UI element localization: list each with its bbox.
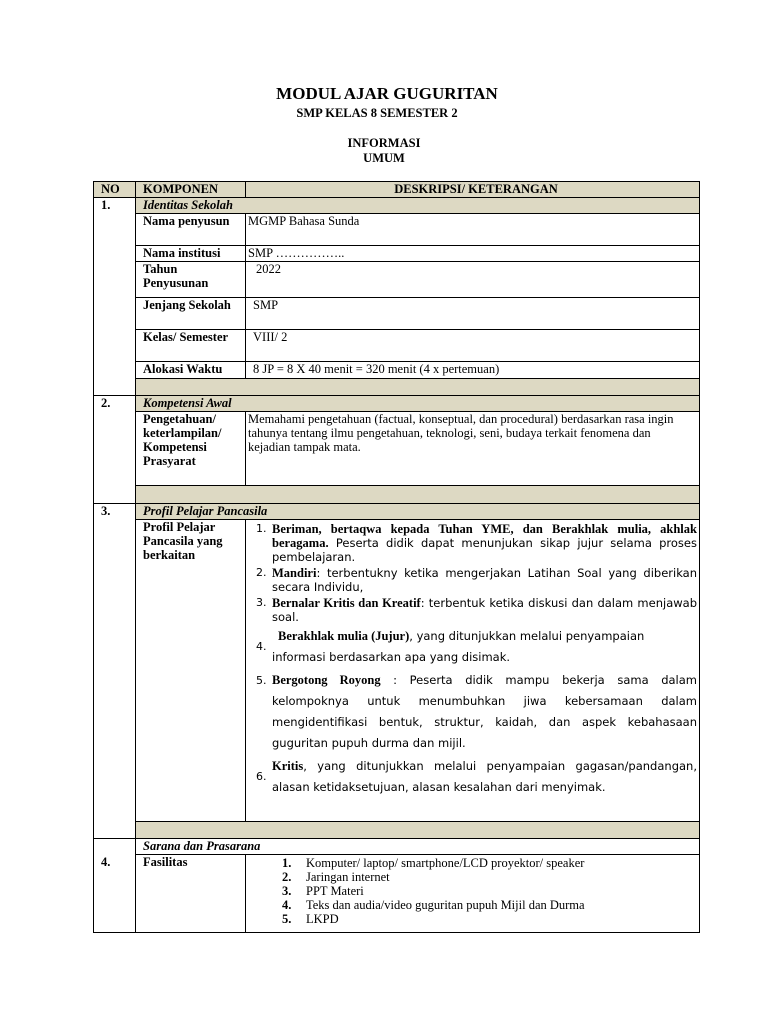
section-number: 1. bbox=[94, 198, 136, 396]
row-value: SMP …………….. bbox=[246, 246, 700, 262]
section-number: 2. bbox=[94, 396, 136, 504]
table-row bbox=[94, 362, 700, 379]
list-item: 2. Jaringan internet bbox=[282, 870, 390, 884]
list-item: 3. Bernalar Kritis dan Kreatif: terbentuk ketika diskusi dan dalam menjawab soal. bbox=[256, 596, 697, 624]
info-table bbox=[93, 181, 700, 933]
row-label: Nama institusi bbox=[136, 246, 246, 262]
table-row bbox=[94, 262, 700, 298]
list-item: 4. Berakhlak mulia (Jujur), yang ditunjukkan melalui penyampaian informasi berdasarkan apa yang disimak. bbox=[256, 629, 645, 664]
section-title: Identitas Sekolah bbox=[136, 198, 700, 214]
fasilitas-list-cell bbox=[246, 855, 700, 933]
row-label: Profil Pelajar Pancasila yang berkaitan bbox=[136, 520, 246, 822]
fasilitas-list bbox=[246, 856, 699, 926]
table-row bbox=[94, 520, 700, 822]
list-item: 5. LKPD bbox=[282, 912, 339, 926]
header-deskripsi: DESKRIPSI/ KETERANGAN bbox=[246, 182, 700, 198]
header-komponen: KOMPONEN bbox=[136, 182, 246, 198]
table-row bbox=[94, 855, 700, 933]
table-header-row bbox=[94, 182, 700, 198]
profil-list-cell bbox=[246, 520, 700, 822]
section-title: Profil Pelajar Pancasila bbox=[136, 504, 700, 520]
row-label: Tahun Penyusunan bbox=[136, 262, 246, 298]
row-value: MGMP Bahasa Sunda bbox=[246, 214, 700, 246]
row-value: Memahami pengetahuan (factual, konseptual, dan procedural) berdasarkan rasa ingin tahunya tentang ilmu pengetahuan, teknologi, seni, budaya terkait fenomena dan kejadian tampak mata. bbox=[246, 412, 700, 486]
profil-list bbox=[246, 522, 699, 798]
row-label: Fasilitas bbox=[136, 855, 246, 933]
row-value: VIII/ 2 bbox=[246, 330, 700, 362]
section-heading-line1: INFORMASI bbox=[347, 136, 421, 150]
table-row bbox=[94, 412, 700, 486]
header-no: NO bbox=[94, 182, 136, 198]
list-item: 5. Bergotong Royong : Peserta didik mampu bekerja sama dalam kelompoknya untuk menumbuhkan jiwa kebersamaan dalam mengidentifikasi bentuk, struktur, kaidah, dan aspek kebahasaan guguritan pupuh durma dan mijil. bbox=[256, 673, 697, 750]
table-row bbox=[94, 298, 700, 330]
spacer-row bbox=[94, 379, 700, 396]
section-row bbox=[94, 198, 700, 214]
row-label: Alokasi Waktu bbox=[136, 362, 246, 379]
list-item: 4. Teks dan audia/video guguritan pupuh Mijil dan Durma bbox=[282, 898, 585, 912]
table-row bbox=[94, 214, 700, 246]
row-value: SMP bbox=[246, 298, 700, 330]
row-value: 8 JP = 8 X 40 menit = 320 menit (4 x pertemuan) bbox=[246, 362, 700, 379]
list-item: 2. Mandiri: terbentukny ketika mengerjakan Latihan Soal yang diberikan secara Individu, bbox=[256, 566, 697, 594]
section-title: Kompetensi Awal bbox=[136, 396, 700, 412]
section-number: 3. bbox=[94, 504, 136, 839]
document-title: MODUL AJAR GUGURITAN bbox=[276, 84, 498, 103]
section-title: Sarana dan Prasarana bbox=[136, 839, 700, 855]
row-value: 2022 bbox=[246, 262, 700, 298]
section-row bbox=[94, 504, 700, 520]
spacer-row bbox=[94, 822, 700, 839]
list-item: 1. Beriman, bertaqwa kepada Tuhan YME, dan Berakhlak mulia, akhlak beragama. Peserta didik dapat menunjukan sikap jujur selama proses pembelajaran. bbox=[256, 522, 697, 564]
section-row bbox=[94, 396, 700, 412]
row-label: Nama penyusun bbox=[136, 214, 246, 246]
row-label: Pengetahuan/ keterlampilan/ Kompetensi Prasyarat bbox=[136, 412, 246, 486]
row-label: Jenjang Sekolah bbox=[136, 298, 246, 330]
section-row bbox=[94, 839, 700, 855]
table-row bbox=[94, 246, 700, 262]
document-subtitle: SMP KELAS 8 SEMESTER 2 bbox=[296, 106, 458, 120]
spacer-row bbox=[94, 486, 700, 504]
list-item: 6. Kritis, yang ditunjukkan melalui penyampaian gagasan/pandangan, alasan ketidaksetujuan, alasan kesalahan dari menyimak. bbox=[256, 759, 697, 794]
section-heading-line2: UMUM bbox=[363, 151, 405, 165]
list-item: 1. Komputer/ laptop/ smartphone/LCD proyektor/ speaker bbox=[282, 856, 585, 870]
list-item: 3. PPT Materi bbox=[282, 884, 364, 898]
table-row bbox=[94, 330, 700, 362]
section-number: 4. bbox=[94, 855, 136, 933]
row-label: Kelas/ Semester bbox=[136, 330, 246, 362]
